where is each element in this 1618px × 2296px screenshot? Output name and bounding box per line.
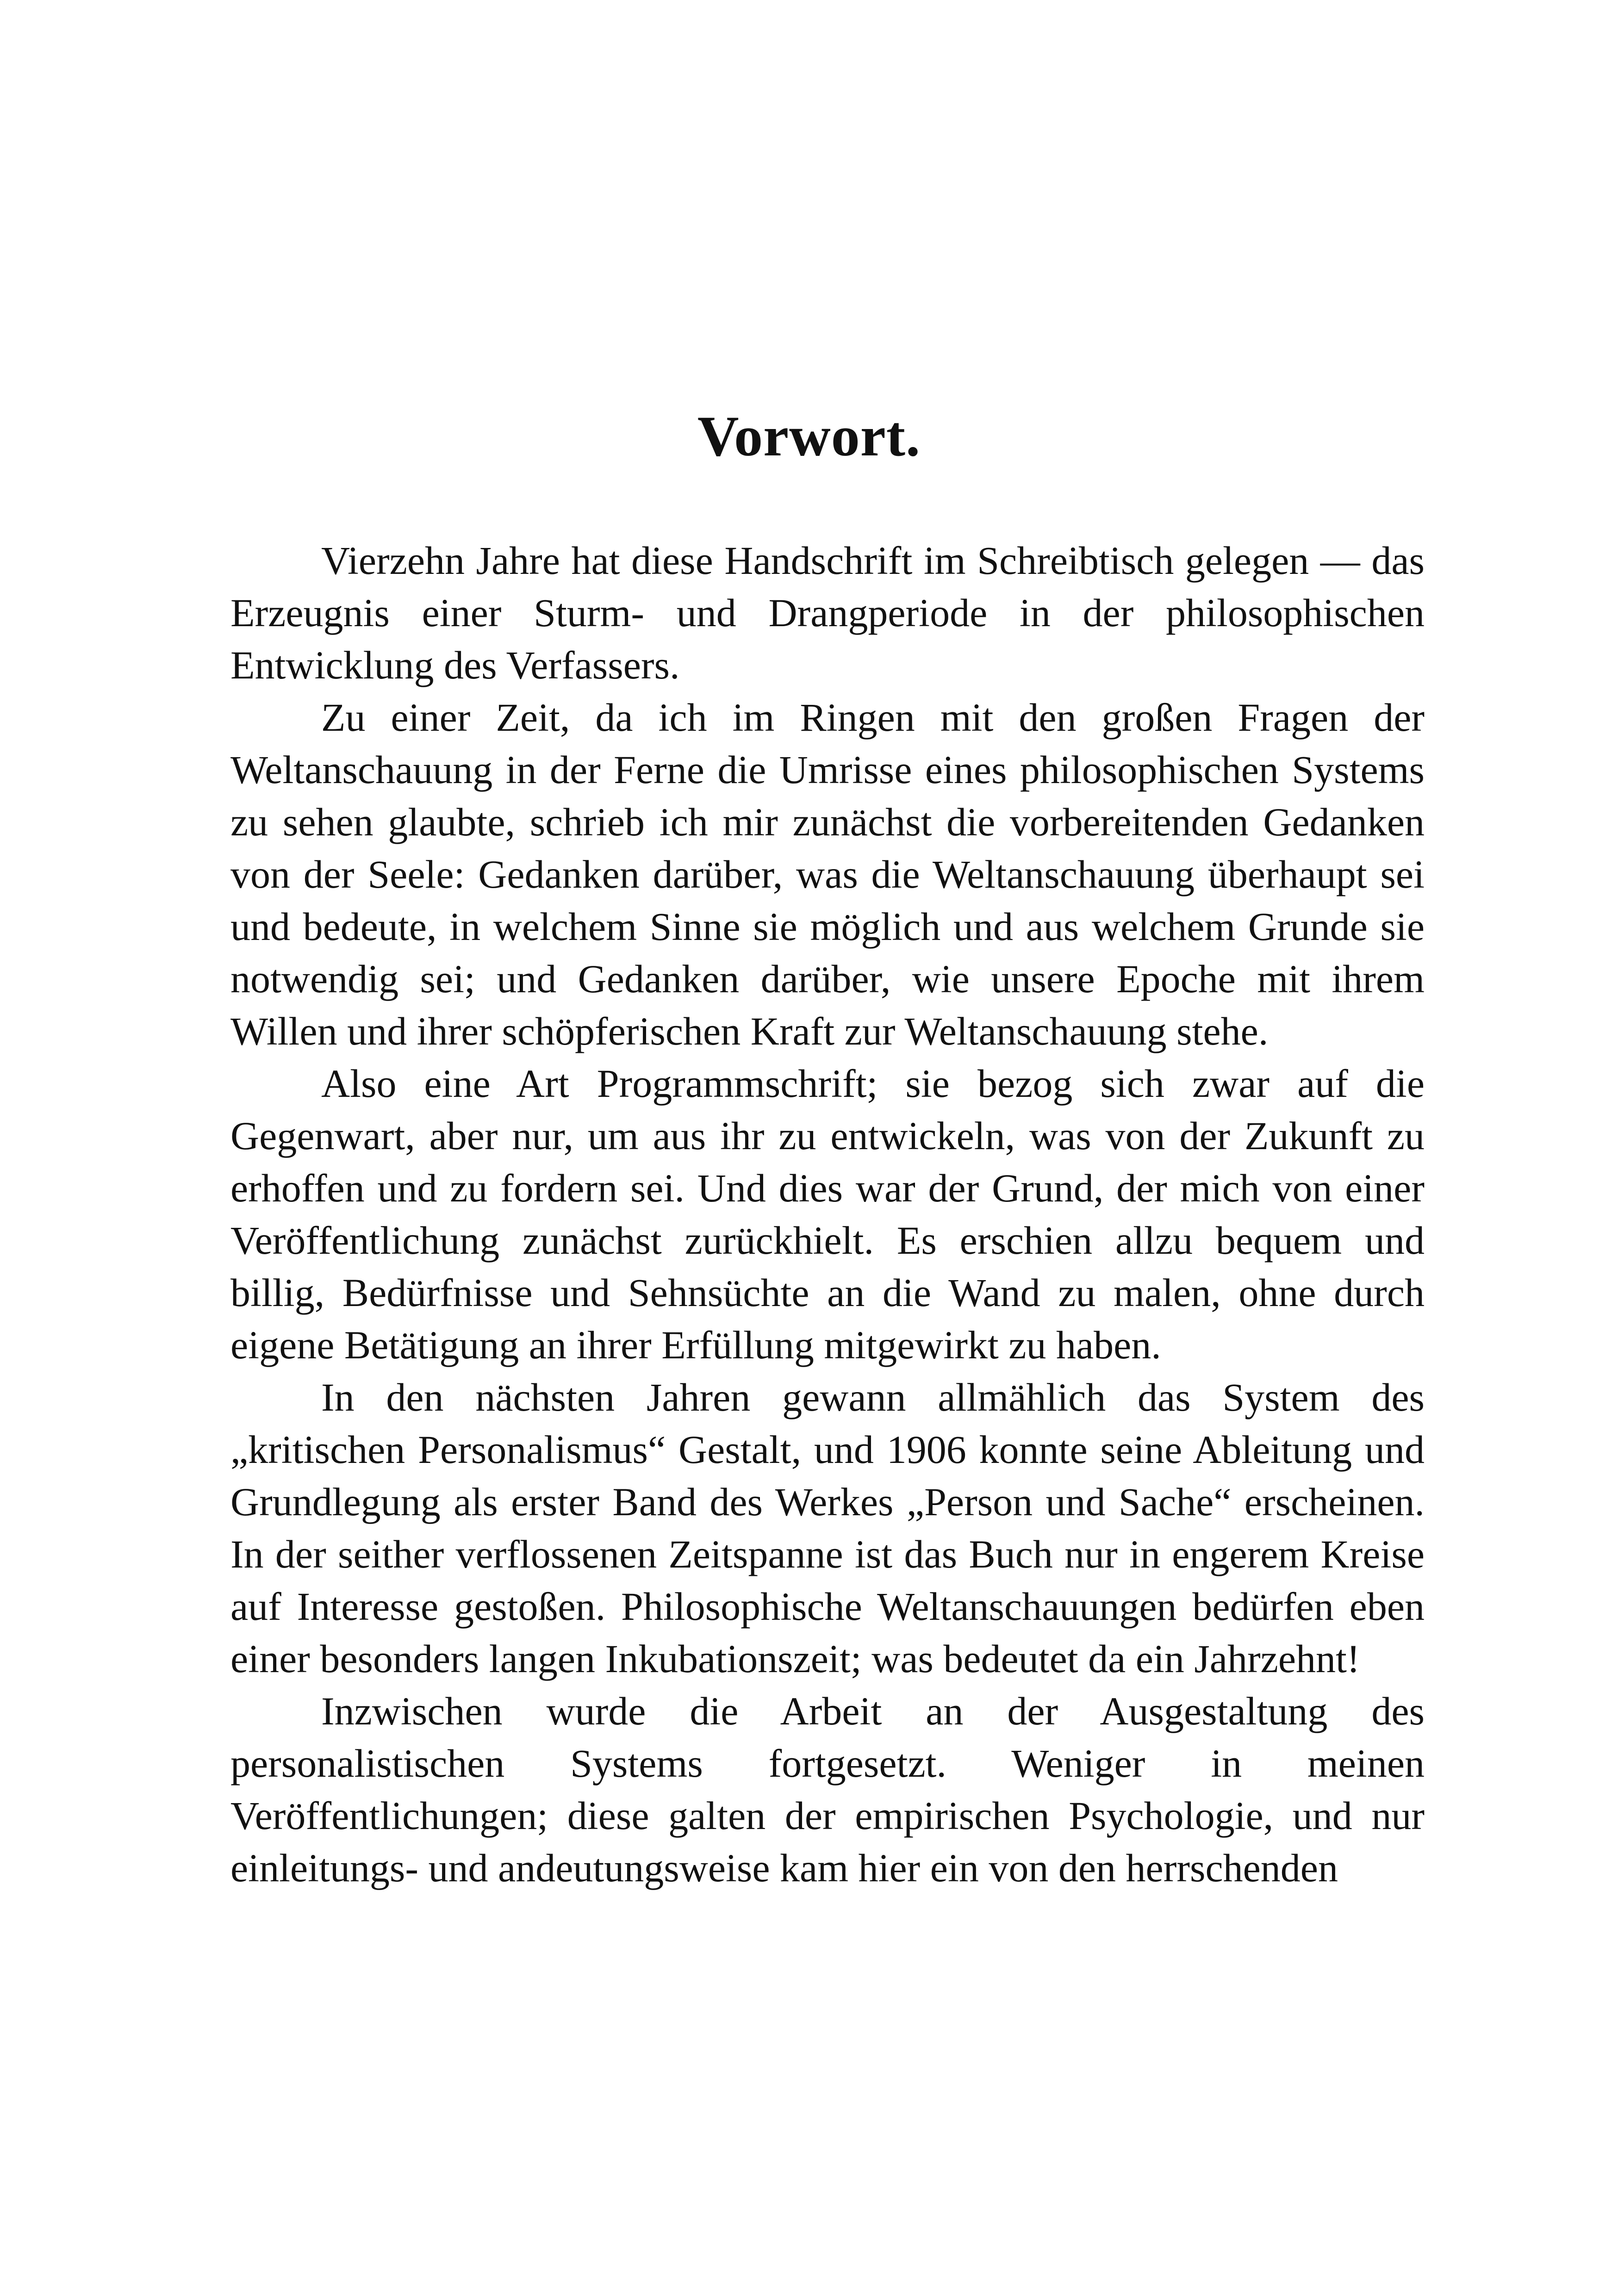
paragraph: Vierzehn Jahre hat diese Handschrift im Schreibtisch gelegen — das Erzeugnis einer Sturm- und Drangperiode in der philosophischen Entwicklung des Verfassers.	[230, 538, 1425, 687]
body-text	[230, 535, 1425, 1894]
paragraph: Also eine Art Programmschrift; sie bezog sich zwar auf die Gegenwart, aber nur, um aus ihr zu entwickeln, was von der Zukunft zu erhoffen und zu fordern sei. Und dies war der Grund, der mich von einer Veröffentlichung zunächst zurückhielt. Es erschien allzu bequem und billig, Bedürfnisse und Sehnsüchte an die Wand zu malen, ohne durch eigene Betätigung an ihrer Erfüllung mitgewirkt zu haben.	[230, 1061, 1425, 1367]
paragraph: Inzwischen wurde die Arbeit an der Ausgestaltung des personalistischen Systems fortgesetzt. Weniger in meinen Veröffentlichungen; diese galten der empirischen Psychologie, und nur einleitungs- und andeutungsweise kam hier ein von den herrschenden	[230, 1689, 1425, 1890]
page-title: Vorwort.	[697, 404, 921, 468]
paragraph: In den nächsten Jahren gewann allmählich das System des „kritischen Personalismus“ Gestalt, und 1906 konnte seine Ableitung und Grundlegung als erster Band des Werkes „Person und Sache“ erscheinen. In der seither verflossenen Zeitspanne ist das Buch nur in engerem Kreise auf Interesse gestoßen. Philosophische Weltanschauungen bedürfen eben einer besonders langen Inkubationszeit; was bedeutet da ein Jahrzehnt!	[230, 1375, 1425, 1681]
paragraph: Zu einer Zeit, da ich im Ringen mit den großen Fragen der Weltanschauung in der Ferne die Umrisse eines philosophischen Systems zu sehen glaubte, schrieb ich mir zunächst die vorbereitenden Gedanken von der Seele: Gedanken darüber, was die Weltanschauung überhaupt sei und bedeute, in welchem Sinne sie möglich und aus welchem Grunde sie notwendig sei; und Gedanken darüber, wie unsere Epoche mit ihrem Willen und ihrer schöpferischen Kraft zur Weltanschauung stehe.	[230, 695, 1425, 1053]
